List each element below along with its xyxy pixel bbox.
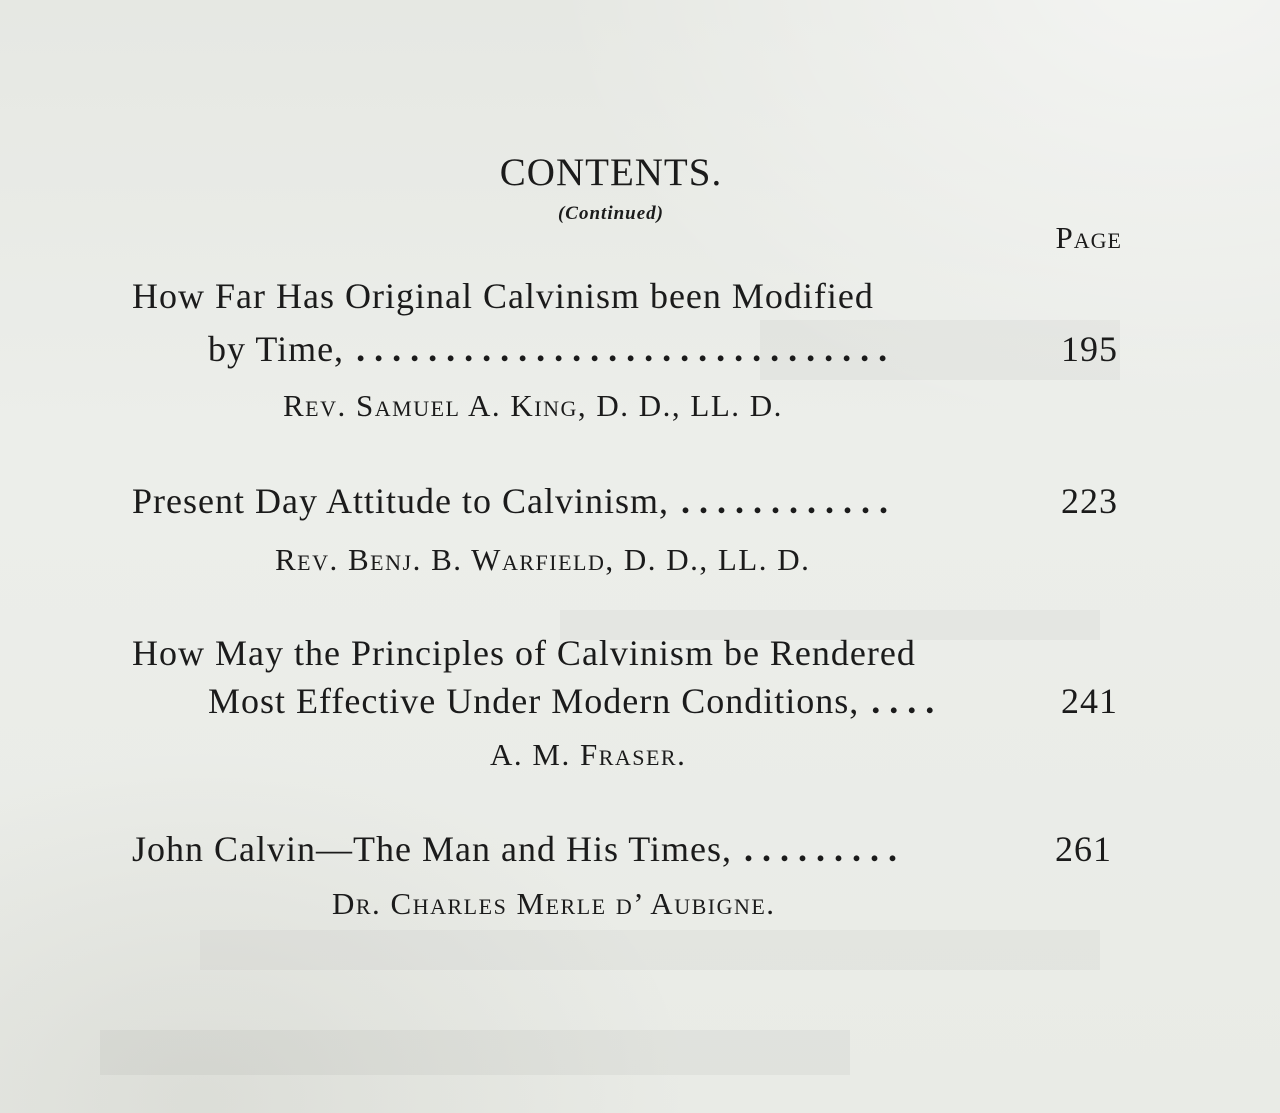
- toc-entry-2-title-line1: [132, 480, 1118, 522]
- toc-entry-4-page-number: 261: [1055, 829, 1112, 869]
- toc-entry-1-title-line1: How Far Has Original Calvinism been Modified: [132, 276, 874, 316]
- toc-entry-3-title-line1: How May the Principles of Calvinism be Rendered: [132, 633, 916, 673]
- toc-entry-4-title: John Calvin—The Man and His Times,: [132, 829, 733, 869]
- toc-entry-2-leader-dots: ............: [680, 481, 897, 521]
- toc-entry-1-title-line2: [208, 328, 1118, 370]
- toc-entry-3-title-line2: [208, 680, 1118, 722]
- toc-entry-3-leader-dots: ....: [871, 681, 944, 721]
- toc-entry-2-page-number: 223: [1061, 481, 1118, 521]
- page-column-label: Page: [1055, 220, 1122, 255]
- toc-entry-3-author: A. M. Fraser.: [490, 737, 687, 772]
- toc-entry-1-title-end: by Time,: [208, 329, 345, 369]
- page-title: CONTENTS.: [499, 151, 723, 194]
- bleed-through-decoration: [100, 1030, 850, 1075]
- toc-entry-3-title-end: Most Effective Under Modern Conditions,: [208, 681, 860, 721]
- toc-entry-4-author: Dr. Charles Merle d’ Aubigne.: [332, 886, 776, 921]
- toc-entry-4-leader-dots: .........: [744, 829, 907, 869]
- toc-entry-1-page-number: 195: [1061, 329, 1118, 369]
- toc-entry-3-page-number: 241: [1061, 681, 1118, 721]
- toc-entry-2-author: Rev. Benj. B. Warfield, D. D., LL. D.: [275, 542, 811, 577]
- page-subtitle: (Continued): [557, 203, 665, 224]
- toc-entry-1-author: Rev. Samuel A. King, D. D., LL. D.: [283, 388, 783, 423]
- bleed-through-decoration: [200, 930, 1100, 970]
- toc-entry-4-title-line1: [132, 828, 1112, 870]
- toc-entry-1-leader-dots: ..............................: [356, 329, 897, 369]
- toc-entry-2-title: Present Day Attitude to Calvinism,: [132, 481, 669, 521]
